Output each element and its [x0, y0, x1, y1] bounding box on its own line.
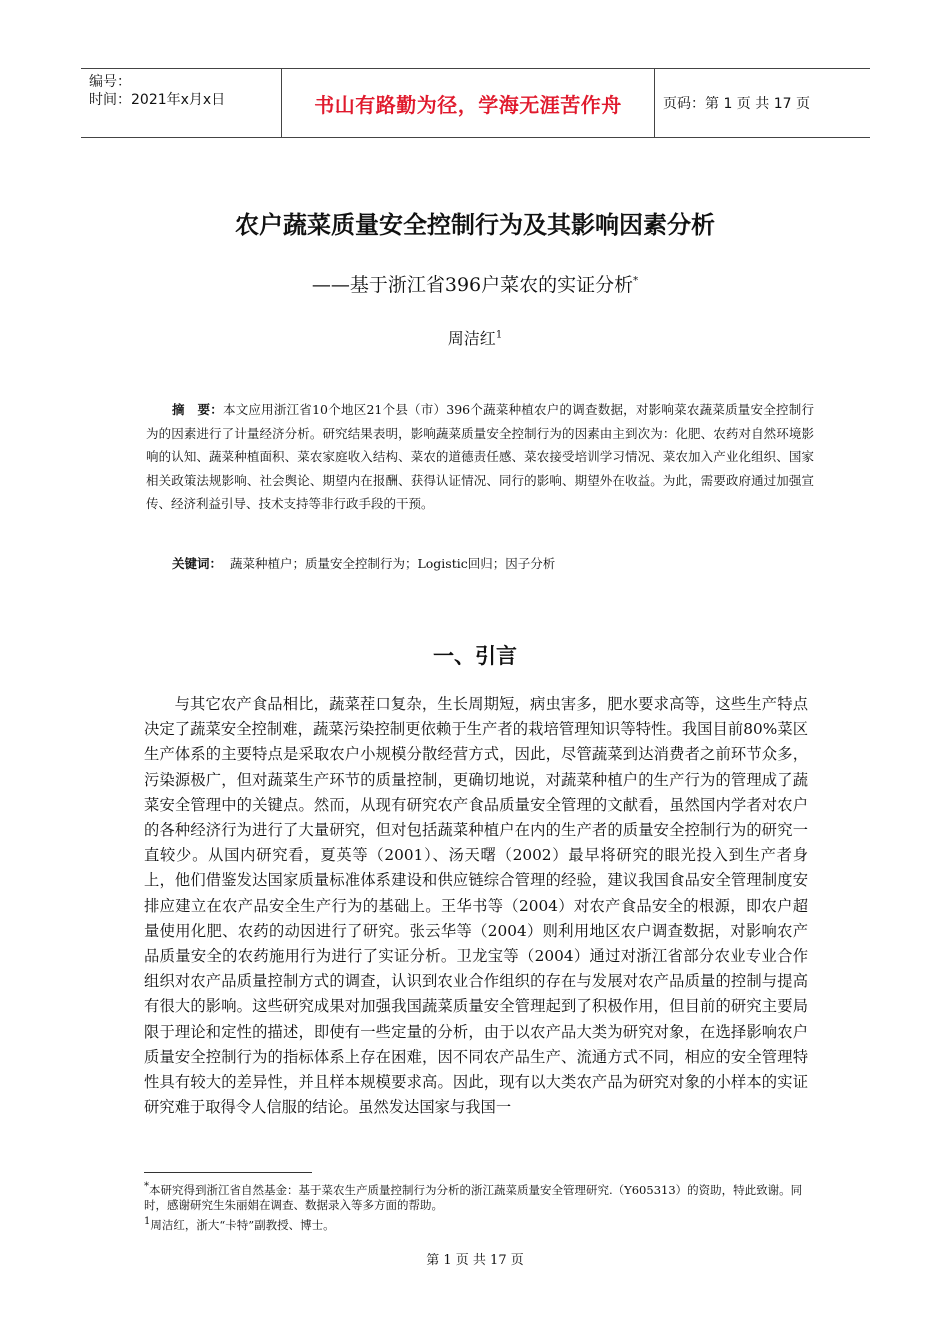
- paper-author: [0, 326, 950, 349]
- header-meta: [81, 69, 281, 137]
- date-label: 时间：2021年x月x日: [89, 92, 226, 108]
- footnote-2: [144, 1214, 810, 1233]
- paper-subtitle: [0, 270, 950, 297]
- keywords-label: 关键词：: [172, 556, 223, 571]
- abstract-text: 本文应用浙江省10个地区21个县（市）396个蔬菜种植农户的调查数据，对影响菜农蔬菜质量安全控制行为的因素进行了计量经济分析。研究结果表明，影响蔬菜质量安全控制行为的因素由主到次为：化肥、农药对自然环境影响的认知、蔬菜种植面积、菜农家庭收入结构、菜农的道德责任感、菜农接受培训学习情况、菜农加入产业化组织、国家相关政策法规影响、社会舆论、期望内在报酬、获得认证情况、同行的影响、期望外在收益。为此，需要政府通过加强宣传、经济利益引导、技术支持等非行政手段的干预。: [146, 402, 814, 511]
- footnote-1: [144, 1179, 810, 1214]
- keywords: [172, 554, 555, 572]
- keywords-text: 蔬菜种植户；质量安全控制行为；Logistic回归；因子分析: [229, 556, 556, 571]
- subtitle-text: ——基于浙江省396户菜农的实证分析: [311, 274, 634, 296]
- paper-title: 农户蔬菜质量安全控制行为及其影响因素分析: [235, 211, 715, 239]
- page-footer: 第 1 页 共 17 页: [426, 1253, 524, 1268]
- author-footnote-mark: 1: [495, 329, 503, 341]
- subtitle-footnote-mark: *: [633, 275, 639, 287]
- header-page-info: [655, 69, 870, 137]
- section-title: 一、引言: [433, 644, 517, 668]
- motto: 书山有路勤为径，学海无涯苦作舟: [314, 92, 622, 117]
- page-info: 页码：第 1 页 共 17 页: [663, 96, 810, 112]
- footnote-2-text: 周洁红，浙大“卡特”副教授、博士。: [150, 1217, 335, 1232]
- section-body: 与其它农产食品相比，蔬菜茬口复杂，生长周期短，病虫害多，肥水要求高等，这些生产特点决定了蔬菜安全控制难，蔬菜污染控制更依赖于生产者的栽培管理知识等特性。我国目前80%菜区生产体系的主要特点是采取农户小规模分散经营方式，因此，尽管蔬菜到达消费者之前环节众多，污染源极广，但对蔬菜生产环节的质量控制，更确切地说，对蔬菜种植户的生产行为的管理成了蔬菜安全管理中的关键点。然而，从现有研究农产食品质量安全管理的文献看，虽然国内学者对农户的各种经济行为进行了大量研究，但对包括蔬菜种植户在内的生产者的质量安全控制行为的研究一直较少。从国内研究看，夏英等（2001）、汤天曙（2002）最早将研究的眼光投入到生产者身上，他们借鉴发达国家质量标准体系建设和供应链综合管理的经验，建议我国食品安全管理制度安排应建立在农产品安全生产行为的基础上。王华书等（2004）对农产食品安全的根源，即农户超量使用化肥、农药的动因进行了研究。张云华等（2004）则利用地区农户调查数据，对影响农产品质量安全的农药施用行为进行了实证分析。卫龙宝等（2004）通过对浙江省部分农业专业合作组织对农产品质量控制方式的调查，认识到农业合作组织的存在与发展对农产品质量的控制与提高有很大的影响。这些研究成果对加强我国蔬菜质量安全管理起到了积极作用，但目前的研究主要局限于理论和定性的描述，即使有一些定量的分析，由于以农产品大类为研究对象，在选择影响农户质量安全控制行为的指标体系上存在困难，因不同农产品生产、流通方式不同，相应的安全管理特性具有较大的差异性，并且样本规模要求高。因此，现有以大类农产品为研究对象的小样本的实证研究难于取得令人信服的结论。虽然发达国家与我国一: [144, 695, 808, 1117]
- footnote-1-text: 本研究得到浙江省自然基金：基于菜农生产质量控制行为分析的浙江蔬菜质量安全管理研究.（Y605313）的资助，特此致谢。同时，感谢研究生朱丽娟在调查、数据录入等多方面的帮助。: [144, 1182, 803, 1213]
- footnote-divider: [144, 1172, 312, 1173]
- abstract: [146, 398, 814, 516]
- footnote-1-mark: *: [144, 1181, 149, 1192]
- number-label: 编号：: [89, 74, 131, 90]
- header-motto-cell: [281, 69, 655, 137]
- author-name: 周洁红: [447, 329, 496, 348]
- footnotes: [144, 1179, 810, 1233]
- page-header: [81, 68, 870, 138]
- footnote-2-mark: 1: [144, 1215, 151, 1227]
- abstract-label: 摘 要：: [172, 402, 223, 417]
